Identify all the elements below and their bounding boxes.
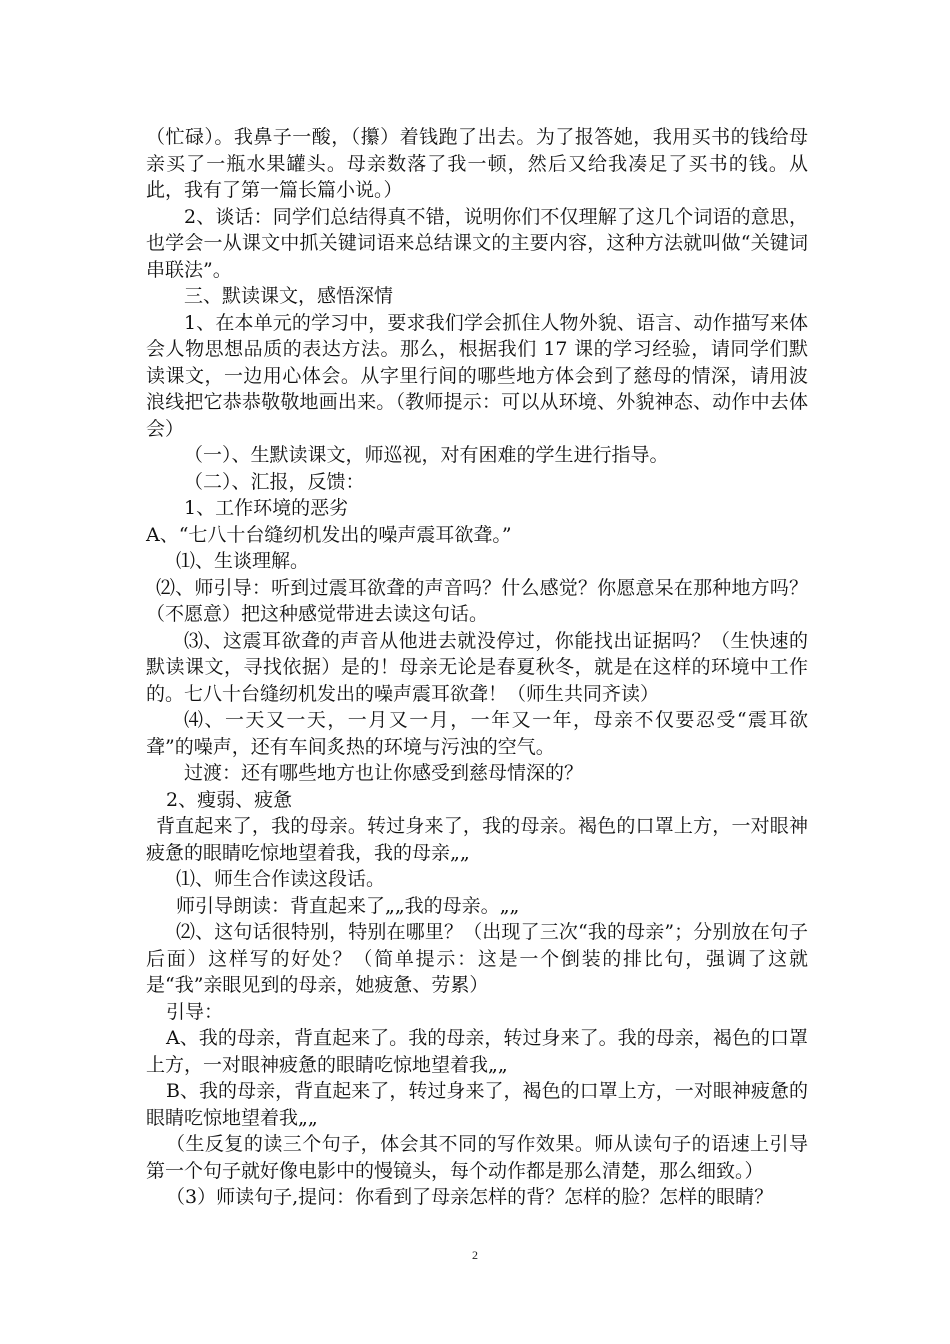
paragraph-talk: 2、谈话：同学们总结得真不错，说明你们不仅理解了这几个词语的意思，也学会一从课文中抓关键词语来总结课文的主要内容，这种方法就叫做“关键词串联法”。: [146, 205, 808, 281]
reading-note: （生反复的读三个句子，体会其不同的写作效果。师从读句子的语速上引导第一个句子就好像电影中的慢镜头，每个动作都是那么清楚，那么细致。）: [146, 1133, 808, 1182]
quote-mother: 背直起来了，我的母亲。转过身来了，我的母亲。褐色的口罩上方，一对眼神疲惫的眼睛吃惊地望着我，我的母亲„„: [146, 815, 808, 864]
item-4: ⑷、一天又一天，一月又一月，一年又一年，母亲不仅要忍受“震耳欲聋”的噪声，还有车间炙热的环境与污浊的空气。: [146, 709, 808, 758]
sentence-a: A、我的母亲，背直起来了。我的母亲，转过身来了。我的母亲，褐色的口罩上方，一对眼神疲惫的眼睛吃惊地望着我„„: [146, 1027, 808, 1076]
subheading-environment: 1、工作环境的恶劣: [184, 497, 349, 519]
item-3b: （3）师读句子,提问：你看到了母亲怎样的背？怎样的脸？怎样的眼睛？: [166, 1186, 774, 1208]
item-1b: ⑴、师生合作读这段话。: [176, 868, 386, 890]
guided-reading: 师引导朗读：背直起来了„„我的母亲。„„: [176, 894, 520, 917]
item-2: ⑵、师引导：听到过震耳欲聋的声音吗？什么感觉？你愿意呆在那种地方吗？（不愿意）把这种感觉带进去读这句话。: [146, 576, 808, 625]
step-report: （二）、汇报，反馈：: [184, 470, 365, 493]
transition: 过渡：还有哪些地方也让你感受到慈母情深的？: [184, 762, 584, 784]
guide-label: 引导：: [166, 1000, 224, 1023]
paragraph-continuation: （忙碌）。我鼻子一酸，（攥）着钱跑了出去。为了报答她，我用买书的钱给母亲买了一瓶水果罐头。母亲数落了我一顿，然后又给我凑足了买书的钱。从此，我有了第一篇长篇小说。）: [146, 126, 808, 201]
subheading-weak: 2、瘦弱、疲惫: [166, 788, 293, 811]
page-number: 2: [472, 1248, 478, 1262]
step-silent-reading: （一）、生默读课文，师巡视，对有困难的学生进行指导。: [184, 444, 669, 466]
paragraph-instruction: 1、在本单元的学习中，要求我们学会抓住人物外貌、语言、动作描写来体会人物思想品质的表达方法。那么，根据我们 17 课的学习经验，请同学们默读课文，一边用心体会。从字里行间的哪些地方体会到了慈母的情深，请用波浪线把它恭恭敬敬地画出来。（教师提示：可以从环境、外貌神态、动作中去体会）: [146, 311, 808, 440]
item-3: ⑶、这震耳欲聋的声音从他进去就没停过，你能找出证据吗？（生快速的默读课文，寻找依据）是的！母亲无论是春夏秋冬，就是在这样的环境中工作的。七八十台缝纫机发出的噪声震耳欲聋！（师生共同齐读）: [146, 629, 808, 705]
item-1: ⑴、生谈理解。: [176, 550, 310, 572]
body-text: [146, 124, 808, 1211]
item-2b: ⑵、这句话很特别，特别在哪里？（出现了三次“我的母亲”；分别放在句子后面）这样写的好处？（简单提示：这是一个倒装的排比句，强调了这就是“我”亲眼见到的母亲，她疲惫、劳累）: [146, 921, 808, 996]
quote-a: A、“七八十台缝纫机发出的噪声震耳欲聋。”: [146, 523, 512, 546]
sentence-b: B、我的母亲，背直起来了，转过身来了，褐色的口罩上方，一对眼神疲惫的眼睛吃惊地望着我„„: [146, 1080, 808, 1129]
section-heading-3: 三、默读课文，感悟深情: [184, 285, 394, 307]
